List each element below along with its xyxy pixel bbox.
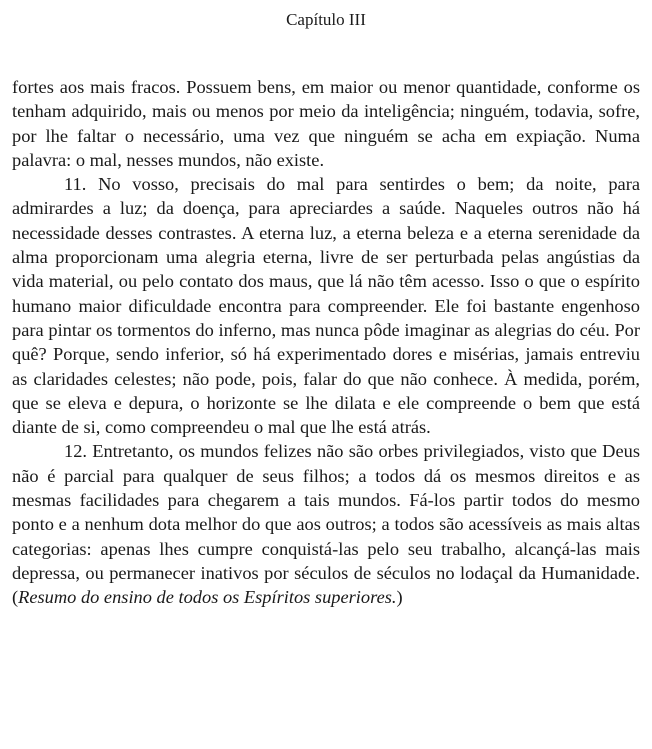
paragraph-text: Entretanto, os mundos felizes não são orbes privilegiados, visto que Deus não é parcial para qualquer de seus filhos; a todos dá os mesmos direitos e as mesmas facilidades para chegarem a tais mundos. Fá-los partir todos do mesmo ponto e a nenhum dota melhor do que aos outros; a todos são acessíveis as mais altas categorias: apenas lhes cumpre conquistá-las pelo seu trabalho, alcançá-las mais depressa, ou permanecer inativos por séculos de séculos no lodaçal da Humanidade. — [12, 441, 640, 583]
paragraph-text: fortes aos mais fracos. Possuem bens, em maior ou menor quantidade, conforme os tenham adquirido, mais ou menos por meio da inteligência; ninguém, todavia, sofre, por lhe faltar o necessário, uma vez que ninguém se acha em expiação. Numa palavra: o mal, nesses mundos, não existe. — [12, 77, 640, 170]
citation-open-paren: ( — [12, 587, 19, 608]
chapter-running-head: Capítulo III — [286, 10, 366, 29]
paragraph-continued — [12, 75, 640, 172]
paragraph-12 — [12, 439, 640, 609]
body-text — [12, 75, 640, 610]
book-page — [12, 0, 640, 610]
citation-text: Resumo do ensino de todos os Espíritos superiores. — [18, 587, 397, 608]
paragraph-11 — [12, 172, 640, 439]
citation-close-paren: ) — [396, 587, 403, 608]
paragraph-text: No vosso, precisais do mal para sentirdes o bem; da noite, para admirardes a luz; da doença, para apreciardes a saúde. Naqueles outros não há necessidade desses contrastes. A eterna luz, a eterna beleza e a eterna serenidade da alma proporcionam uma alegria eterna, livre de ser perturbada pelas angústias da vida material, ou pelo contato dos maus, que lá não têm acesso. Isso o que o espírito humano maior dificuldade encontra para compreender. Ele foi bastante engenhoso para pintar os tormentos do inferno, mas nunca pôde imaginar as alegrias do céu. Por quê? Porque, sendo inferior, só há experimentado dores e misérias, jamais entreviu as claridades celestes; não pode, pois, falar do que não conhece. À medida, porém, que se eleva e depura, o horizonte se lhe dilata e ele compreende o bem que está diante de si, como compreendeu o mal que lhe está atrás. — [12, 174, 640, 438]
paragraph-number: 12. — [64, 441, 87, 462]
paragraph-number: 11. — [64, 174, 87, 195]
source-citation — [12, 587, 403, 607]
